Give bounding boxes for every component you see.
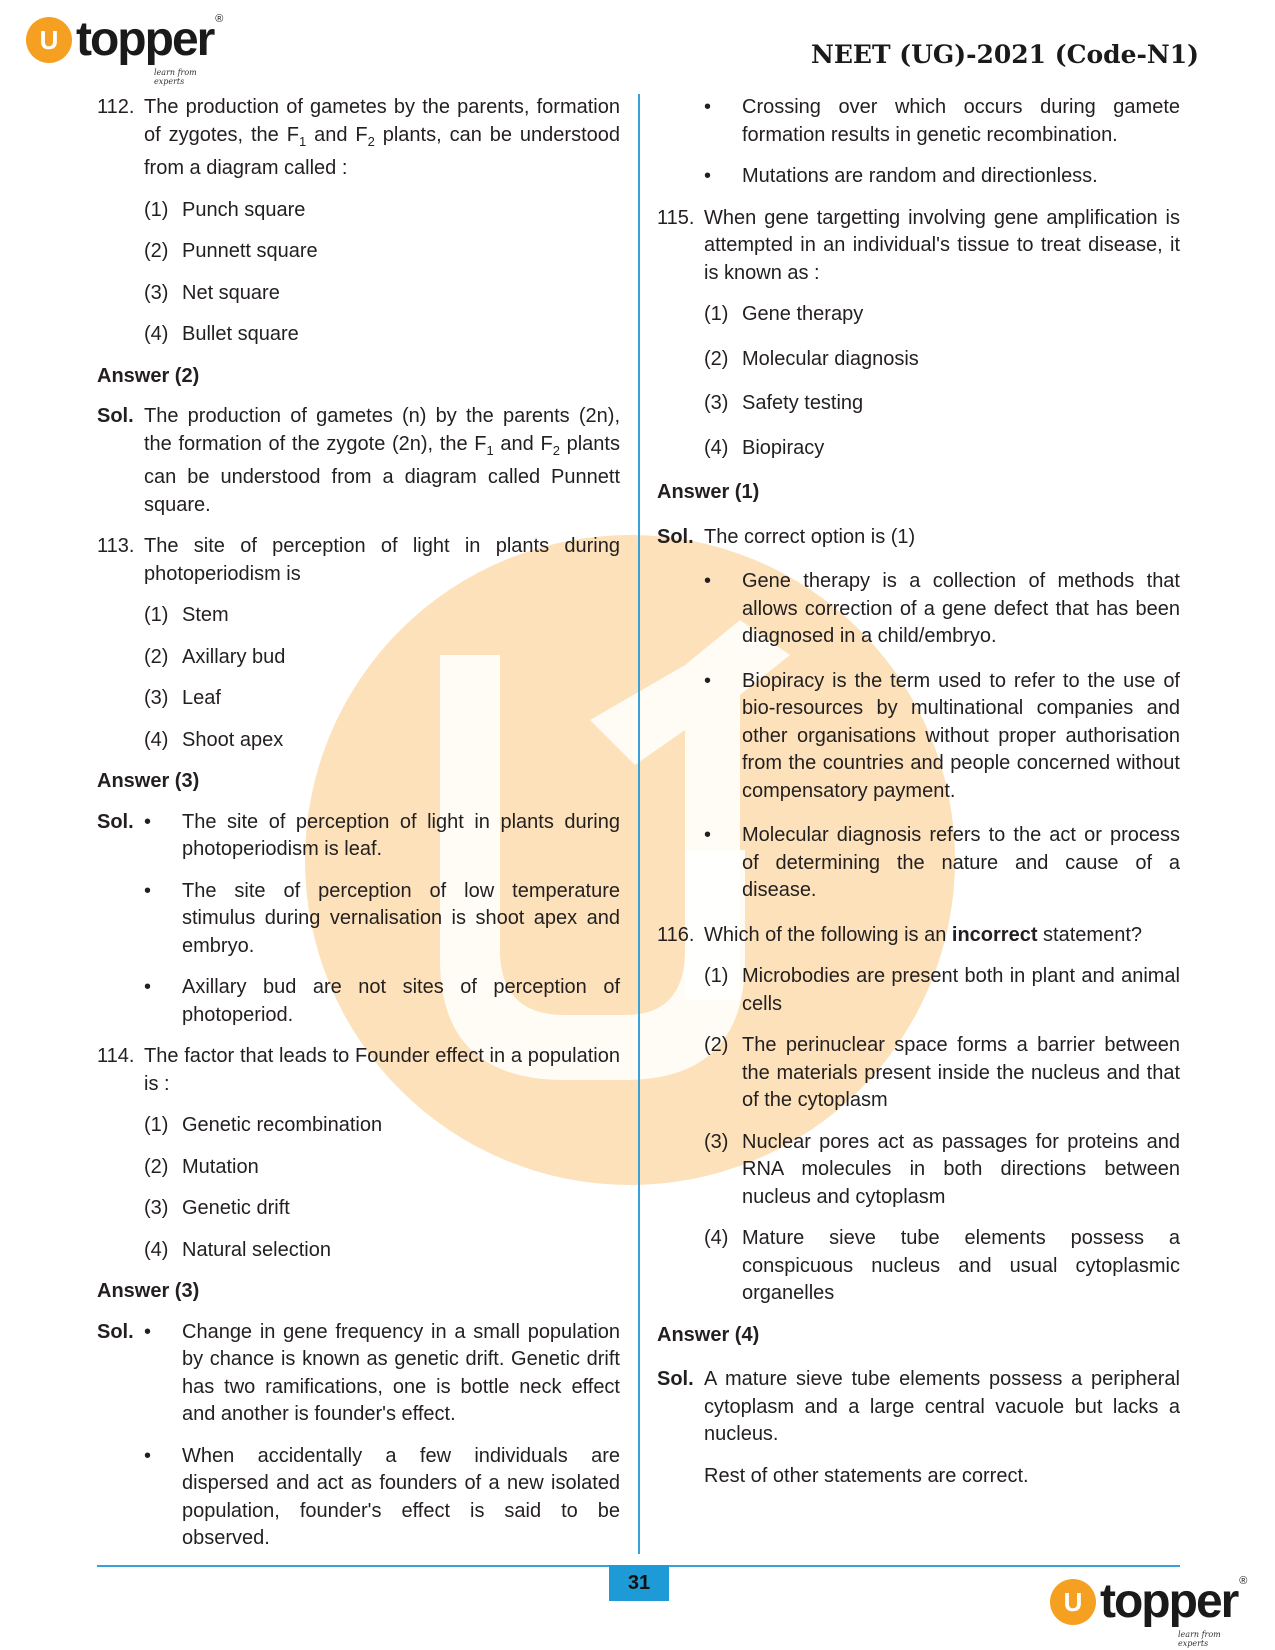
bullet-icon: •	[704, 570, 712, 592]
solution-bullet: • Axillary bud are not sites of perception of photoperiod.	[144, 974, 620, 1029]
solution-note: Rest of other statements are correct.	[704, 1464, 1029, 1487]
option: (3) Leaf	[144, 687, 221, 709]
answer-115: Answer (1)	[657, 481, 760, 503]
option: (1) Microbodies are present both in plant and animal cells	[704, 965, 1180, 1015]
option: (4) Bullet square	[144, 323, 299, 345]
option: (4) Natural selection	[144, 1238, 331, 1261]
solution-116: Sol. A mature sieve tube elements possess a peripheral cytoplasm and a large central vacuole but lacks a nucleus.	[657, 1368, 1180, 1445]
question-112: 112. The production of gametes by the parents, formation of zygotes, the $F_1$ and $F_2$ plants, can be understood from a diagram called :	[97, 96, 620, 179]
answer-112: Answer (2)	[97, 364, 200, 387]
option: (4) Mature sieve tube elements possess a conspicuous nucleus and usual cytoplasmic organelles	[704, 1227, 1180, 1304]
option: (4) Biopiracy	[704, 436, 825, 459]
option: (3) Genetic drift	[144, 1197, 290, 1219]
answer-114: Answer (3)	[97, 1280, 200, 1302]
solution-112: Sol. The production of gametes (n) by the parents (2n), the formation of the zygote (2n), the $F_1$ and $F_2$ plants can be understood from a diagram called Punnett square.	[97, 405, 620, 516]
option: (1) Genetic recombination	[144, 1114, 383, 1136]
option: (2) Axillary bud	[144, 645, 286, 668]
question-115: 115. When gene targetting involving gene amplification is attempted in an individual's tissue to treat disease, it is known as :	[657, 206, 1180, 284]
solution-bullet: • The site of perception of low temperature stimulus during vernalisation is shoot apex and embryo.	[144, 878, 620, 961]
bullet-icon: •	[704, 824, 712, 846]
option: (3) Safety testing	[704, 392, 864, 414]
bullet-icon: •	[144, 1320, 152, 1343]
answer-116: Answer (4)	[657, 1323, 760, 1346]
option: (2) Mutation	[144, 1155, 259, 1178]
solution-113: Sol. • The site of perception of light in plants during photoperiodism is leaf.	[97, 809, 620, 864]
bullet-icon: •	[144, 976, 152, 998]
footer-logo-brand: topper	[1100, 1575, 1238, 1628]
bullet-icon: •	[704, 669, 712, 692]
left-column	[97, 94, 620, 1567]
solution-bullet: • Molecular diagnosis refers to the act or process of determining the nature and cause of a disease.	[704, 822, 1180, 905]
option: (1) Gene therapy	[704, 303, 864, 325]
solution-bullet: • Crossing over which occurs during gamete formation results in genetic recombination.	[704, 94, 1180, 149]
question-114: 114. The factor that leads to Founder effect in a population is :	[97, 1045, 620, 1095]
footer-topper-logo: U topper ® learn from experts	[1050, 1578, 1237, 1626]
bullet-icon: •	[144, 1444, 152, 1467]
option: (1) Punch square	[144, 198, 306, 221]
footer-logo-tagline: learn from experts	[1178, 1630, 1221, 1648]
bullet-icon: •	[144, 810, 152, 833]
column-divider	[638, 94, 640, 1554]
logo-tagline: learn from experts	[154, 68, 197, 86]
topper-logo: U topper ® learn from experts	[26, 16, 213, 64]
bullet-icon: •	[704, 96, 712, 118]
page-number: 31	[609, 1565, 669, 1601]
logo-u-icon: U	[26, 17, 72, 63]
option: (2) The perinuclear space forms a barrier between the materials present inside the nucleus and that of the cytoplasm	[704, 1034, 1180, 1111]
bullet-icon: •	[704, 165, 712, 187]
logo-brand: topper	[76, 13, 214, 66]
option: (3) Nuclear pores act as passages for proteins and RNA molecules in both directions between nucleus and cytoplasm	[704, 1130, 1180, 1208]
solution-bullet: • Biopiracy is the term used to refer to the use of bio-resources by multinational companies and other organisations without proper authorisation from the countries and people concerned without compensatory payment.	[704, 668, 1180, 806]
question-113: 113. The site of perception of light in plants during photoperiodism is	[97, 535, 620, 585]
solution-bullet: • Mutations are random and directionless.	[704, 163, 1180, 191]
solution-114: Sol. • Change in gene frequency in a small population by chance is known as genetic drift. Genetic drift has two ramifications, one is bottle neck effect and another is founder's effect.	[97, 1319, 620, 1429]
footer-logo-u-icon: U	[1050, 1579, 1096, 1625]
option: (2) Molecular diagnosis	[704, 347, 919, 370]
option: (1) Stem	[144, 604, 229, 626]
option: (2) Punnett square	[144, 240, 318, 262]
solution-115: Sol. The correct option is (1)	[657, 525, 916, 548]
solution-bullet: • Gene therapy is a collection of methods that allows correction of a gene defect that has been diagnosed in a child/embryo.	[704, 568, 1180, 651]
exam-title: NEET (UG)-2021 (Code-N1)	[811, 40, 1199, 69]
answer-113: Answer (3)	[97, 770, 200, 792]
right-column	[657, 94, 1180, 1504]
option: (3) Net square	[144, 281, 280, 304]
option: (4) Shoot apex	[144, 728, 284, 751]
question-116: 116. Which of the following is an incorrect statement?	[657, 923, 1143, 946]
bullet-icon: •	[144, 879, 152, 902]
solution-bullet: • When accidentally a few individuals are dispersed and act as founders of a new isolated population, founder's effect is said to be observed.	[144, 1443, 620, 1553]
